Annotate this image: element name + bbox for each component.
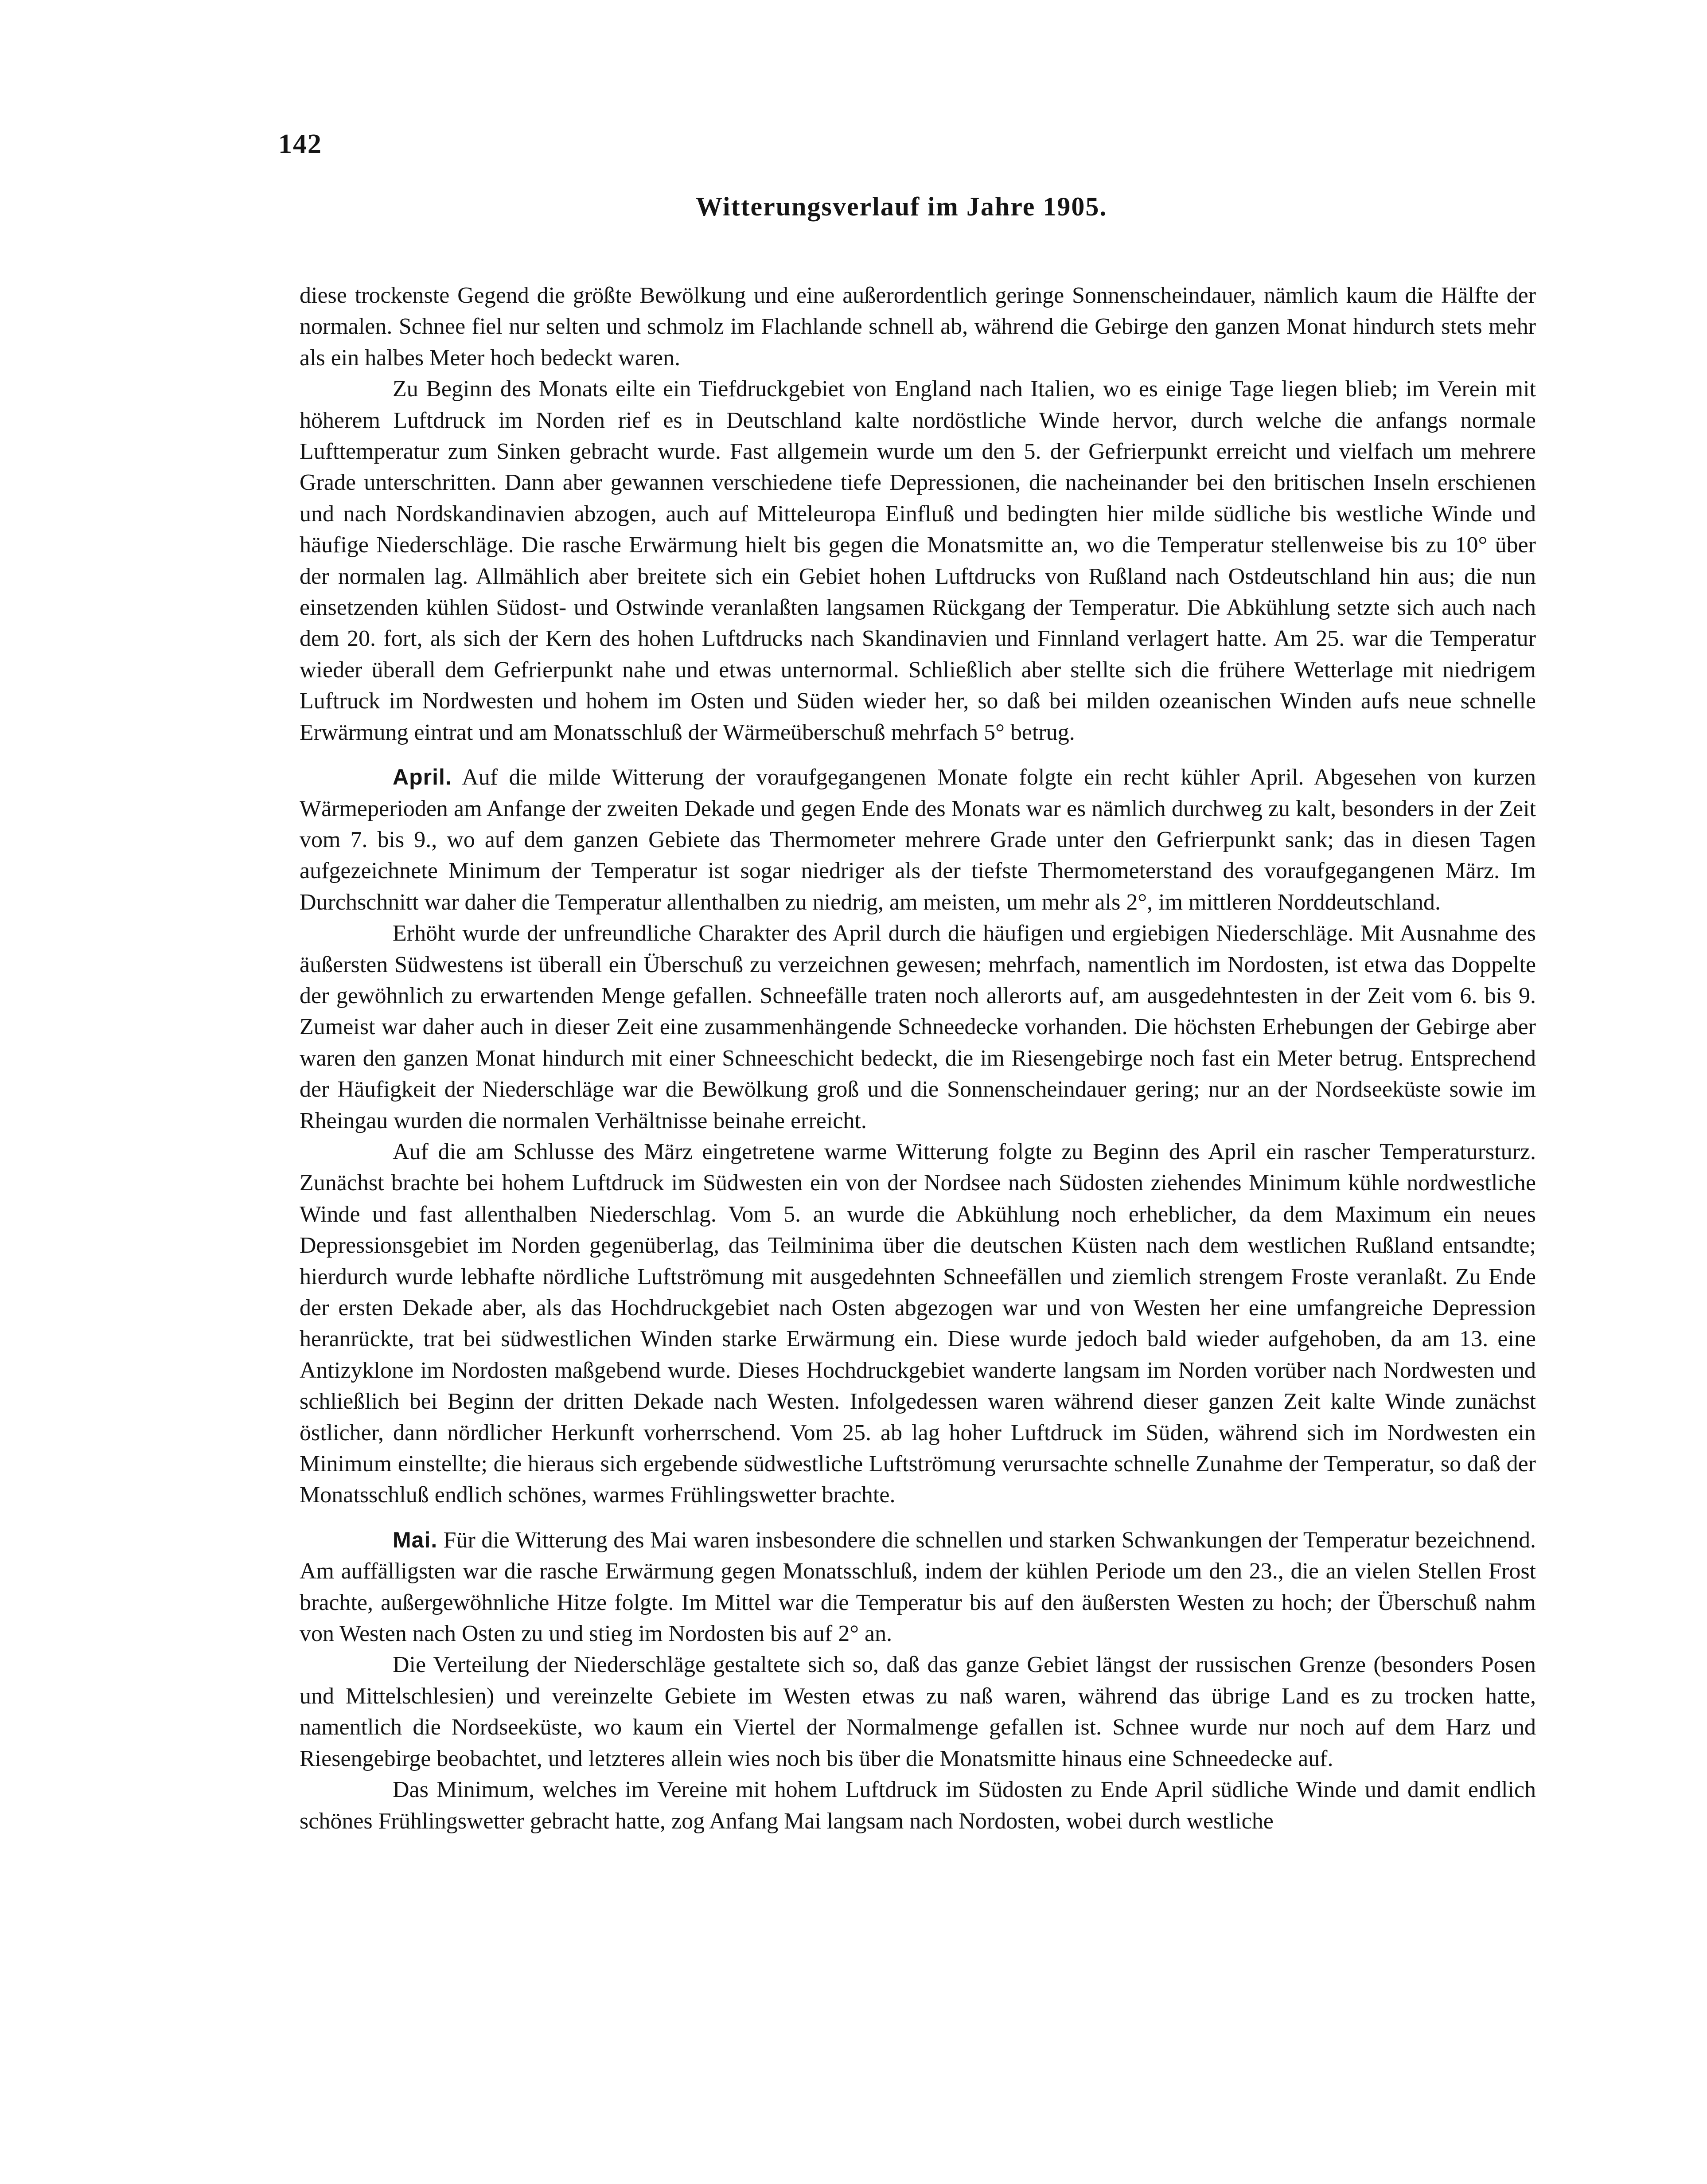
page-number: 142 xyxy=(278,129,322,159)
section-heading-april: April. xyxy=(393,765,452,790)
body-text xyxy=(300,280,1536,1837)
paragraph-march-weather xyxy=(300,374,1536,748)
paragraph-text: Für die Witterung des Mai waren insbesondere die schnellen und starken Schwankungen der Temperatur bezeichnend. Am auffälligsten war die rasche Erwärmung gegen Monatsschluß, indem der kühlen Periode um den 23., die an vielen Stellen Frost brachte, außergewöhnliche Hitze folgte. Im Mittel war die Temperatur bis auf den äußersten Westen zu hoch; der Überschuß nahm von Westen nach Osten zu und stieg im Nordosten bis auf 2° an. xyxy=(300,1527,1536,1647)
paragraph-text: diese trockenste Gegend die größte Bewölkung und eine außerordentlich geringe Sonnenscheindauer, nämlich kaum die Hälfte der normalen. Schnee fiel nur selten und schmolz im Flachlande schnell ab, während die Gebirge den ganzen Monat hindurch stets mehr als ein halbes Meter hoch bedeckt waren. xyxy=(300,283,1536,371)
paragraph-text: Erhöht wurde der unfreundliche Charakter des April durch die häufigen und ergiebigen Niederschläge. Mit Ausnahme des äußersten Südwestens ist überall ein Überschuß zu verzeichnen gewesen; mehrfach, namentlich im Nordosten, ist etwa das Doppelte der gewöhnlich zu erwartenden Menge gefallen. Schneefälle traten noch allerorts auf, am ausgedehntesten in der Zeit vom 6. bis 9. Zumeist war daher auch in dieser Zeit eine zusammenhängende Schneedecke vorhanden. Die höchsten Erhebungen der Gebirge aber waren den ganzen Monat hindurch mit einer Schneeschicht bedeckt, die im Riesengebirge noch fast ein Meter betrug. Entsprechend der Häufigkeit der Niederschläge war die Bewölkung groß und die Sonnenscheindauer gering; nur an der Nordseeküste sowie im Rheingau wurden die normalen Verhältnisse beinahe erreicht. xyxy=(300,921,1536,1133)
paragraph-march-continued xyxy=(300,280,1536,374)
paragraph-text: Zu Beginn des Monats eilte ein Tiefdruckgebiet von England nach Italien, wo es einige Tage liegen blieb; im Verein mit höherem Luftdruck im Norden rief es in Deutschland kalte nordöstliche Winde hervor, durch welche die anfangs normale Lufttemperatur zum Sinken gebracht wurde. Fast allgemein wurde um den 5. der Gefrierpunkt erreicht und vielfach um mehrere Grade unterschritten. Dann aber gewannen verschiedene tiefe Depressionen, die nacheinander bei den britischen Inseln erschienen und nach Nordskandinavien abzogen, auch auf Mitteleuropa Einfluß und bedingten hier milde südliche bis westliche Winde und häufige Niederschläge. Die rasche Erwärmung hielt bis gegen die Monatsmitte an, wo die Temperatur stellenweise bis zu 10° über der normalen lag. Allmählich aber breitete sich ein Gebiet hohen Luftdrucks von Rußland nach Ostdeutschland hin aus; die nun einsetzenden kühlen Südost- und Ostwinde veranlaßten langsamen Rückgang der Temperatur. Die Abkühlung setzte sich auch nach dem 20. fort, als sich der Kern des hohen Luftdrucks nach Skandinavien und Finnland verlagert hatte. Am 25. war die Temperatur wieder überall dem Gefrierpunkt nahe und etwas unternormal. Schließlich aber stellte sich die frühere Wetterlage mit niedrigem Luftruck im Nordwesten und hohem im Osten und Süden wieder her, so daß bei milden ozeanischen Winden aufs neue schnelle Erwärmung eintrat und am Monatsschluß der Wärmeüberschuß mehrfach 5° betrug. xyxy=(300,376,1536,745)
paragraph-may-summary xyxy=(300,1524,1536,1650)
paragraph-text: Die Verteilung der Niederschläge gestaltete sich so, daß das ganze Gebiet längst der russischen Grenze (besonders Posen und Mittelschlesien) und vereinzelte Gebiete im Westen etwas zu naß waren, während das übrige Land es zu trocken hatte, namentlich die Nordseeküste, wo kaum ein Viertel der Normalmenge gefallen ist. Schnee wurde nur noch auf dem Harz und Riesengebirge beobachtet, und letzteres allein wies noch bis über die Monatsmitte hinaus eine Schneedecke auf. xyxy=(300,1652,1536,1771)
page-title: Witterungsverlauf im Jahre 1905. xyxy=(696,192,1107,221)
paragraph-text: Auf die milde Witterung der voraufgegangenen Monate folgte ein recht kühler April. Abgesehen von kurzen Wärmeperioden am Anfange der zweiten Dekade und gegen Ende des Monats war es nämlich durchweg zu kalt, besonders in der Zeit vom 7. bis 9., wo auf dem ganzen Gebiete das Thermometer mehrere Grade unter den Gefrierpunkt sank; das in diesen Tagen aufgezeichnete Minimum der Temperatur ist sogar niedriger als der tiefste Thermometerstand des voraufgegangenen März. Im Durchschnitt war daher die Temperatur allenthalben zu niedrig, am meisten, um mehr als 2°, im mittleren Norddeutschland. xyxy=(300,765,1536,915)
paragraph-april-summary xyxy=(300,762,1536,918)
paragraph-text: Das Minimum, welches im Vereine mit hohem Luftdruck im Südosten zu Ende April südliche Winde und damit endlich schönes Frühlingswetter gebracht hatte, zog Anfang Mai langsam nach Nordosten, wobei durch westliche xyxy=(300,1777,1536,1834)
paragraph-may-weather xyxy=(300,1774,1536,1837)
section-heading-may: Mai. xyxy=(393,1527,438,1552)
paragraph-text: Auf die am Schlusse des März eingetretene warme Witterung folgte zu Beginn des April ein rascher Temperatursturz. Zunächst brachte bei hohem Luftdruck im Südwesten ein von der Nordsee nach Südosten ziehendes Minimum kühle nordwestliche Winde und fast allenthalben Niederschlag. Vom 5. an wurde die Abkühlung noch erheblicher, da dem Maximum ein neues Depressionsgebiet im Norden gegenüberlag, das Teilminima über die deutschen Küsten nach dem westlichen Rußland entsandte; hierdurch wurde lebhafte nördliche Luftströmung mit ausgedehnten Schneefällen und ziemlich strengem Froste veranlaßt. Zu Ende der ersten Dekade aber, als das Hochdruckgebiet nach Osten abgezogen war und von Westen her eine umfangreiche Depression heranrückte, trat bei südwestlichen Winden starke Erwärmung ein. Diese wurde jedoch bald wieder aufgehoben, da am 13. eine Antizyklone im Nordosten maßgebend wurde. Dieses Hochdruckgebiet wanderte langsam im Norden vorüber nach Nordwesten und schließlich bei Beginn der dritten Dekade nach Westen. Infolgedessen waren während dieser ganzen Zeit kalte Winde zunächst östlicher, dann nördlicher Herkunft vorherrschend. Vom 25. ab lag hoher Luftdruck im Süden, während sich im Nordwesten ein Minimum einstellte; die hieraus sich ergebende südwestliche Luftströmung verursachte schnelle Zunahme der Temperatur, so daß der Monatsschluß endlich schönes, warmes Frühlingswetter brachte. xyxy=(300,1139,1536,1508)
paragraph-april-precipitation xyxy=(300,918,1536,1137)
paragraph-may-precipitation xyxy=(300,1649,1536,1774)
paragraph-april-weather xyxy=(300,1137,1536,1511)
